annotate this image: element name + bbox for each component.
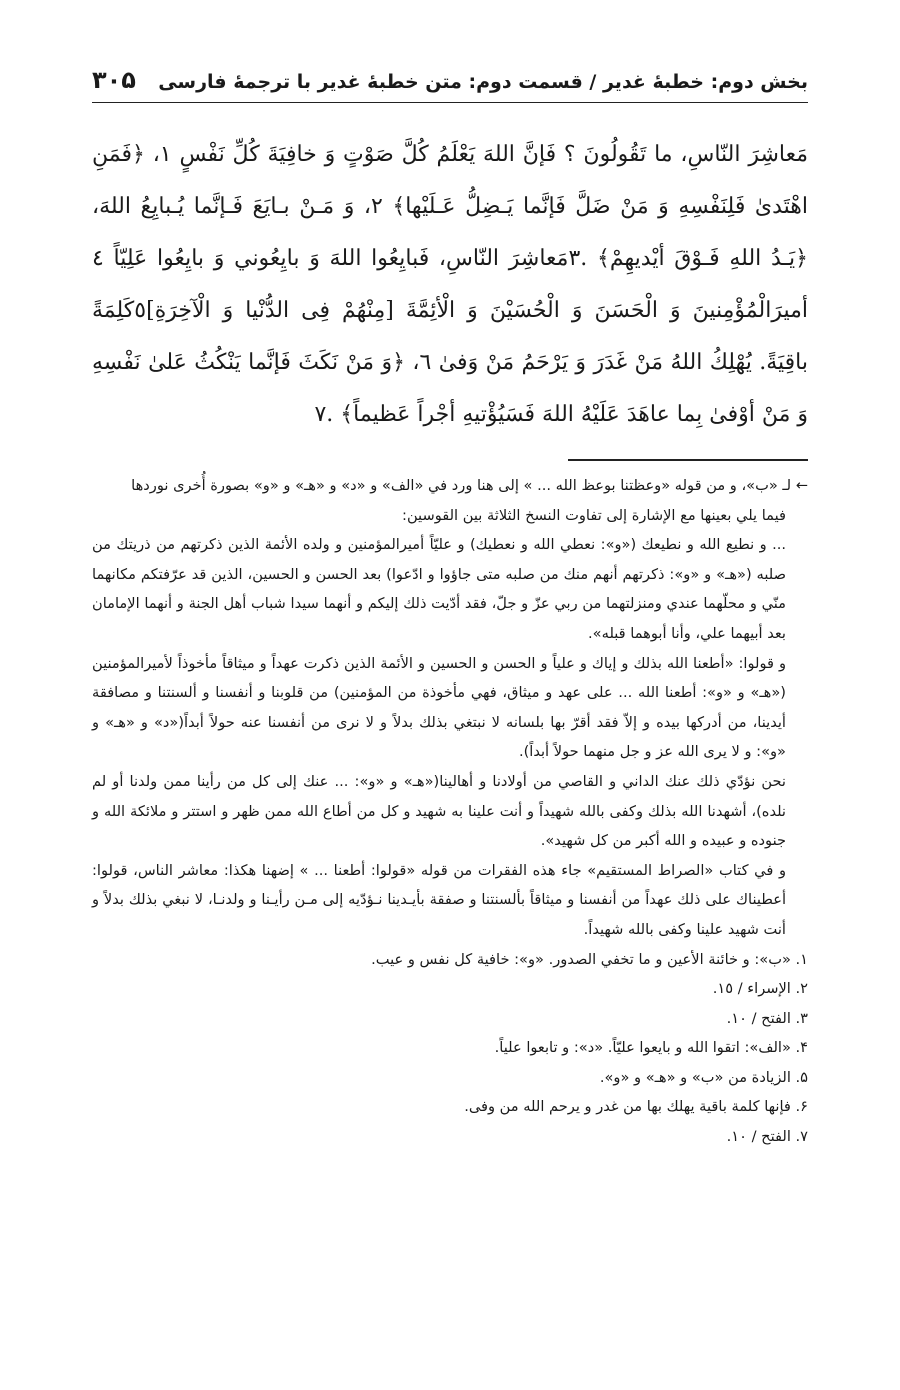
footnote-line: ← لـ «ب»، و من قوله «وعظتنا بوعظ الله ... » إلى هنا ورد في «الف» و «د» و «هـ» و «و» بصورة أُخرى نوردها xyxy=(131,477,808,494)
footnote-item: ۴. «الف»: اتقوا الله و بايعوا عليّاً. «د»: و تابعوا علياً. xyxy=(494,1039,808,1057)
running-title: بخش دوم: خطبۀ غدیر / قسمت دوم: متن خطبۀ غدیر با ترجمۀ فارسی xyxy=(158,71,808,93)
footnote-item: ٧. الفتح / ١٠. xyxy=(726,1128,808,1146)
footnote-item: ٢. الإسراء / ١٥. xyxy=(712,980,808,998)
sermon-text: مَعاشِرَ النّاسِ، ما تَقُولُونَ ؟ فَإنَّ اللهَ یَعْلَمُ کُلَّ صَوْتٍ وَ خافِیَةَ کُلِّ نَفْسٍ ١، ﴿فَمَنِ اهْتَدیٰ فَلِنَفْسِهِ وَ مَنْ ضَلَّ فَإنَّما یَـضِلُّ عَـلَیْها﴾ ٢، وَ مَـنْ بـایَعَ فَـإنَّما یُـبایِعُ اللهَ، ﴿یَـدُ اللهِ فَـوْقَ أیْدیهِمْ﴾ .٣مَعاشِرَ النّاسِ، فَبایِعُوا اللهَ وَ بایِعُوني وَ بایِعُوا عَلِیّاً ٤ أمیرَالْمُؤْمِنینَ وَ الْحَسَنَ وَ الْحُسَیْنَ وَ الْأئِمَّةَ [مِنْهُمْ فِی الدُّنْیا وَ الْآخِرَةِ]٥کَلِمَةً باقِیَةً. یُهْلِكُ اللهُ مَنْ غَدَرَ وَ یَرْحَمُ مَنْ وَفیٰ ٦، ﴿وَ مَنْ نَکَثَ فَإنَّما یَنْکُثُ عَلیٰ نَفْسِهِ وَ مَنْ أوْفیٰ بِما عاهَدَ عَلَیْهُ اللهَ فَسَیُؤْتیهِ أجْراً عَظیماً﴾ .٧ xyxy=(92,142,808,427)
footnote-item: ٣. الفتح / ١٠. xyxy=(726,1009,808,1027)
footnote-paragraph: نحن نؤدّي ذلك عنك الداني و القاصي من أولادنا و أهالينا(«هـ» و «و»: ... عنك إلى كل من رأينا ممن ولدنا أو لم نلده)، أشهدنا الله بذلك وكفى بالله شهيداً و أنت علينا به شهيد و كل من أطاع الله ممن ظهر و استتر و ملائكة الله و جنوده و عبيده و الله أكبر من كل شهيد». xyxy=(92,772,786,850)
numbered-footnotes xyxy=(92,945,808,1152)
footnote-item: ١. «ب»: و خائنة الأعين و ما تخفي الصدور. «و»: خافية كل نفس و عيب. xyxy=(371,950,808,968)
page-header xyxy=(92,66,808,103)
footnote-divider xyxy=(568,459,808,461)
footnote-line: فيما يلي بعينها مع الإشارة إلى تفاوت النسخ الثلاثة بين القوسين: xyxy=(402,506,786,524)
footnote-continuation xyxy=(92,471,808,945)
page-number: ۳۰۵ xyxy=(92,66,136,94)
footnote-paragraph: ... و نطيع الله و نطيعك («و»: نعطي الله و نعطيك) و عليّاً أميرالمؤمنين و ولده الأئمة الذين ذكرتهم من ذريتك من صلبه («هـ» و «و»: ذكرتهم أنهم منك من صلبه متى جاؤوا و ادّعوا) بعد الحسن و الحسين، الذين قد عرّفتكم مكانهما منّي و محلّهما عندي ومنزلتهما من ربي عزّ و جلّ، فقد أدّيت ذلك إليكم و أنهما سيدا شباب أهل الجنة و أنهما الإمامان بعد أبيهما علي، وأنا أبوهما قبله». xyxy=(92,536,786,642)
footnote-item: ۵. الزيادة من «ب» و «هـ» و «و». xyxy=(599,1068,808,1086)
footnote-item: ۶. فإنها كلمة باقية يهلك بها من غدر و يرحم الله من وفى. xyxy=(464,1098,808,1116)
footnote-paragraph: و في كتاب «الصراط المستقيم» جاء هذه الفقرات من قوله «قولوا: أطعنا ... » إضهنا هكذا: معاشر الناس، قولوا: أعطيناك على ذلك عهداً من أنفسنا و ميثاقاً بألسنتنا و صفقة بأيـدينا نـؤدّيه إلى مـن رأيـنا و ولدنـا، لا نبغي بذلك بدلاً و أنت شهيد علينا وكفى بالله شهيداً. xyxy=(92,861,786,938)
footnotes-section xyxy=(92,471,808,1152)
document-page xyxy=(92,66,808,1152)
footnote-paragraph: و قولوا: «أطعنا الله بذلك و إياك و علياً و الحسن و الحسين و الأئمة الذين ذكرت عهداً و ميثاقاً مأخوذاً لأميرالمؤمنين («هـ» و «و»: أطعنا الله ... على عهد و ميثاق، فهي مأخوذة من المؤمنين) من قلوبنا و أنفسنا و ألسنتنا و مصافقة أيدينا، من أدركها بيده و إلاّ فقد أقرّ بها بلسانه لا نبتغي بذلك بدلاً و لا نرى من أنفسنا عنه حولاً أبداً(«د» و «هـ» و «و»: و لا يرى الله عز و جل منهما حولاً أبداً). xyxy=(92,654,786,761)
